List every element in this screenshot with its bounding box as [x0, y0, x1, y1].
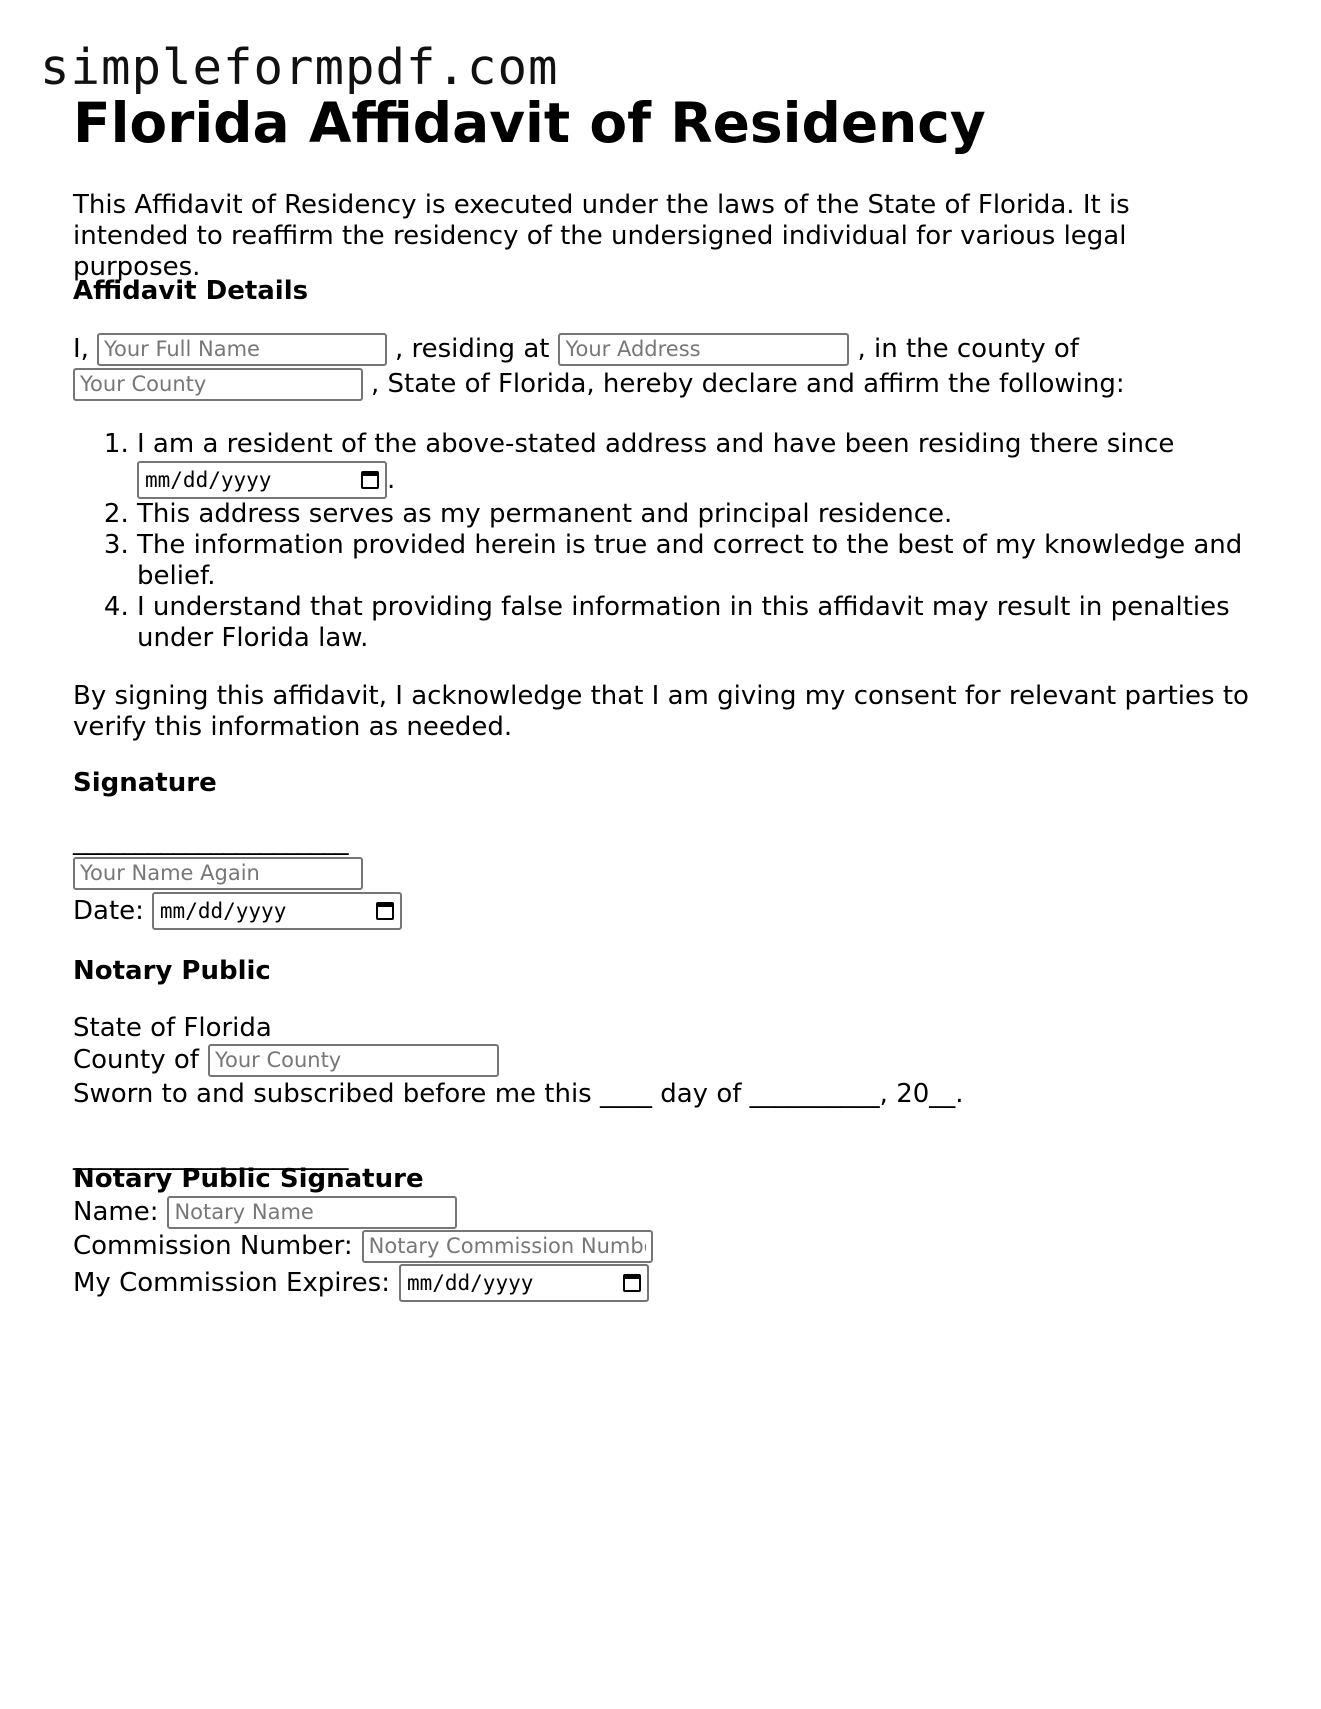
- notary-name-input[interactable]: [167, 1196, 457, 1229]
- notary-signature-label: Notary Public Signature: [73, 1164, 424, 1194]
- address-input[interactable]: [558, 333, 849, 366]
- statement-4: I understand that providing false information in this affidavit may result in penalties under Florida law.: [137, 592, 1230, 653]
- notary-county-row: [73, 1043, 499, 1077]
- residing-at-text: , residing at: [394, 334, 550, 364]
- declaration-line-1: [73, 332, 1079, 366]
- date-placeholder: mm/dd/yyyy: [159, 899, 287, 923]
- date-placeholder: mm/dd/yyyy: [145, 467, 272, 492]
- commission-number-label: Commission Number:: [73, 1231, 353, 1261]
- signature-date-label: Date:: [73, 896, 144, 926]
- date-placeholder: mm/dd/yyyy: [406, 1271, 534, 1295]
- county-input[interactable]: [73, 368, 363, 401]
- notary-signature-line: ______________________: [73, 1141, 348, 1171]
- statement-1-end: .: [387, 464, 396, 495]
- signature-heading: Signature: [73, 768, 217, 798]
- affidavit-details-heading: Affidavit Details: [73, 276, 309, 306]
- affirmation-list: [73, 429, 1253, 654]
- signature-line: ______________________: [73, 826, 348, 856]
- notary-heading: Notary Public: [73, 956, 271, 986]
- statement-1: I am a resident of the above-stated address and have been residing there since: [137, 429, 1175, 459]
- list-item: [137, 530, 1253, 592]
- residency-since-date-input[interactable]: [137, 461, 387, 499]
- list-item: [137, 429, 1253, 499]
- signature-date-row: [73, 891, 402, 931]
- signature-name-input[interactable]: [73, 857, 363, 890]
- notary-name-row: [73, 1195, 457, 1229]
- signature-name-row: [73, 856, 363, 890]
- site-watermark: simpleformpdf.com: [40, 39, 559, 96]
- calendar-icon[interactable]: [376, 902, 394, 920]
- list-item: [137, 499, 1253, 530]
- signature-date-input[interactable]: [152, 892, 402, 930]
- statement-2: This address serves as my permanent and principal residence.: [137, 499, 953, 529]
- commission-expires-row: [73, 1263, 649, 1303]
- notary-county-input[interactable]: [208, 1044, 499, 1077]
- commission-number-input[interactable]: [362, 1230, 653, 1263]
- commission-number-row: [73, 1229, 653, 1263]
- declaration-prefix: I,: [73, 334, 89, 364]
- intro-paragraph: This Affidavit of Residency is executed under the laws of the State of Florida. It is intended to reaffirm the residency of the undersigned individual for various legal purposes.: [73, 190, 1130, 282]
- sworn-statement: Sworn to and subscribed before me this ____ day of __________, 20__.: [73, 1079, 964, 1109]
- list-item: [137, 592, 1253, 654]
- consent-paragraph: By signing this affidavit, I acknowledge that I am giving my consent for relevant parties to verify this information as needed.: [73, 681, 1249, 742]
- notary-county-label: County of: [73, 1045, 199, 1075]
- page-title: Florida Affidavit of Residency: [73, 91, 986, 155]
- commission-expires-label: My Commission Expires:: [73, 1268, 390, 1298]
- declaration-line-2: [73, 367, 1125, 401]
- statement-3: The information provided herein is true and correct to the best of my knowledge and belief.: [137, 530, 1243, 591]
- notary-state: State of Florida: [73, 1012, 272, 1043]
- full-name-input[interactable]: [97, 333, 387, 366]
- calendar-icon[interactable]: [623, 1274, 641, 1292]
- commission-expires-date-input[interactable]: [399, 1264, 649, 1302]
- in-county-text: , in the county of: [857, 334, 1079, 364]
- notary-name-label: Name:: [73, 1197, 159, 1227]
- calendar-icon[interactable]: [361, 471, 379, 489]
- declare-text: , State of Florida, hereby declare and affirm the following:: [371, 369, 1125, 399]
